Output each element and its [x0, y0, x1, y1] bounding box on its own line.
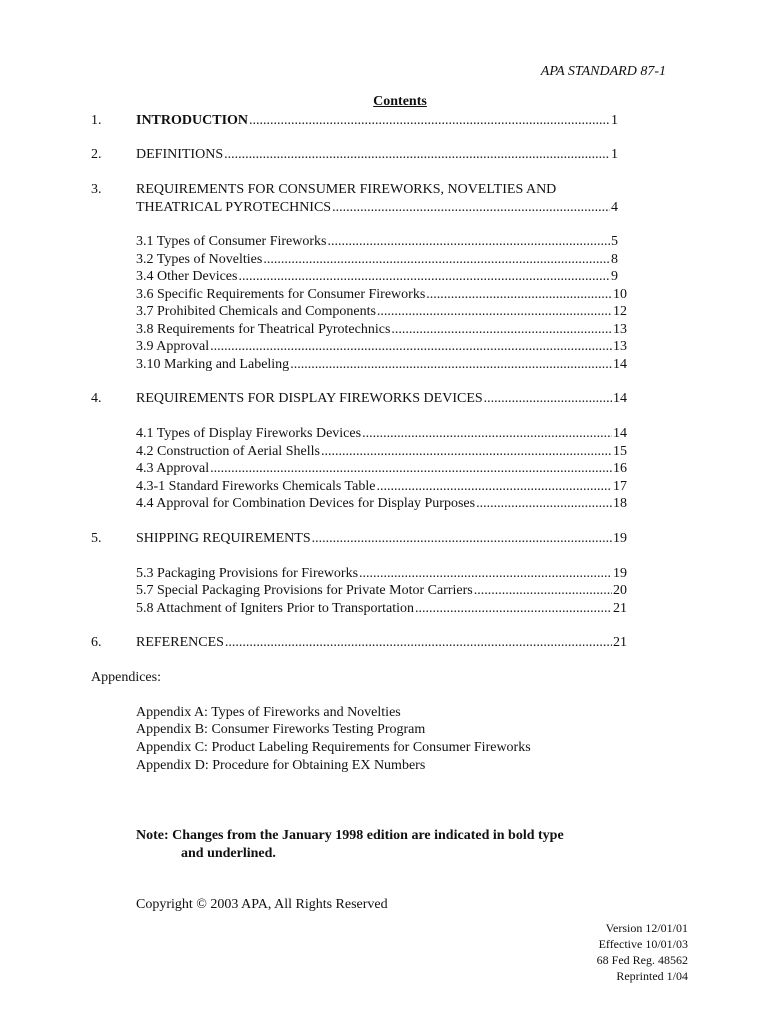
section-title: INTRODUCTION [136, 113, 249, 128]
toc-section-2 [0, 146, 770, 164]
section-title: REQUIREMENTS FOR DISPLAY FIREWORKS DEVICES [136, 391, 483, 406]
section-title: REFERENCES [136, 635, 224, 650]
leader-dots [327, 233, 610, 251]
leader-dots [376, 478, 612, 496]
leader-dots [210, 338, 612, 356]
edition-note [136, 827, 564, 863]
subsection-title: 4.3 Approval [136, 461, 210, 476]
toc-subsection [136, 233, 618, 251]
subsection-title: 4.4 Approval for Combination Devices for Display Purposes [136, 496, 476, 511]
page-number: 14 [613, 357, 627, 372]
page-number: 18 [613, 496, 627, 511]
leader-dots [312, 530, 612, 548]
toc-subsection [136, 443, 627, 461]
leader-dots [426, 286, 612, 304]
subsection-title: 3.6 Specific Requirements for Consumer Fireworks [136, 287, 426, 302]
toc-subsection [136, 425, 627, 443]
leader-dots [391, 321, 612, 339]
leader-dots [321, 443, 612, 461]
leader-dots [290, 356, 612, 374]
leader-dots [238, 268, 610, 286]
page-number: 21 [613, 635, 627, 650]
page-number: 21 [613, 601, 627, 616]
section-number: 3. [91, 182, 102, 197]
leader-dots [474, 582, 612, 600]
effective-line: Effective 10/01/03 [598, 937, 688, 951]
fed-reg-line: 68 Fed Reg. 48562 [596, 953, 688, 967]
page-number: 8 [611, 252, 618, 267]
version-line: Version 12/01/01 [605, 921, 688, 935]
appendix-item: Appendix C: Product Labeling Requirements for Consumer Fireworks [136, 740, 531, 755]
page-number: 17 [613, 479, 627, 494]
subsection-title: 4.3-1 Standard Fireworks Chemicals Table [136, 479, 376, 494]
section-number: 4. [91, 391, 102, 406]
leader-dots [415, 600, 612, 618]
subsection-title: 4.1 Types of Display Fireworks Devices [136, 426, 362, 441]
leader-dots [484, 390, 612, 408]
page-number: 19 [613, 566, 627, 581]
subsection-title: 5.7 Special Packaging Provisions for Private Motor Carriers [136, 583, 473, 598]
page-number: 20 [613, 583, 627, 598]
leader-dots [263, 251, 610, 269]
reprinted-line: Reprinted 1/04 [616, 969, 688, 983]
section-number: 2. [91, 147, 102, 162]
section-title: THEATRICAL PYROTECHNICS [136, 200, 332, 215]
page-number: 10 [613, 287, 627, 302]
toc-subsection [136, 478, 627, 496]
toc-subsection [136, 356, 627, 374]
subsection-title: 3.1 Types of Consumer Fireworks [136, 234, 327, 249]
subsection-title: 5.3 Packaging Provisions for Fireworks [136, 566, 359, 581]
page-number: 13 [613, 322, 627, 337]
page-number: 9 [611, 269, 618, 284]
page-number: 4 [611, 200, 618, 215]
subsection-title: 3.4 Other Devices [136, 269, 238, 284]
toc-section-4 [0, 390, 770, 408]
section-title: DEFINITIONS [136, 147, 224, 162]
subsection-title: 3.8 Requirements for Theatrical Pyrotechnics [136, 322, 391, 337]
section-number: 6. [91, 635, 102, 650]
subsection-title: 3.9 Approval [136, 339, 210, 354]
page-number: 12 [613, 304, 627, 319]
toc-section-3-line1 [0, 181, 770, 199]
section-title-line1: REQUIREMENTS FOR CONSUMER FIREWORKS, NOVELTIES AND [136, 182, 557, 197]
appendix-item: Appendix A: Types of Fireworks and Novelties [136, 705, 401, 720]
toc-subsection [136, 565, 627, 583]
contents-heading: Contents [373, 94, 427, 109]
toc-subsection [136, 460, 627, 478]
page-number: 1 [611, 113, 618, 128]
page-number: 15 [613, 444, 627, 459]
toc-subsection [136, 303, 627, 321]
page-number: 1 [611, 147, 618, 162]
toc-subsection [136, 338, 627, 356]
leader-dots [332, 199, 610, 217]
leader-dots [359, 565, 612, 583]
section-title: SHIPPING REQUIREMENTS [136, 531, 311, 546]
appendix-item: Appendix D: Procedure for Obtaining EX Numbers [136, 758, 426, 773]
leader-dots [224, 146, 610, 164]
toc-subsection [136, 268, 618, 286]
toc-subsection [136, 495, 627, 513]
version-info [597, 920, 688, 984]
page-number: 14 [613, 426, 627, 441]
subsection-title: 3.10 Marking and Labeling [136, 357, 290, 372]
appendix-item: Appendix B: Consumer Fireworks Testing Program [136, 722, 426, 737]
leader-dots [362, 425, 612, 443]
note-line-1: Note: Changes from the January 1998 edition are indicated in bold type [136, 828, 564, 843]
toc-section-6 [0, 634, 770, 652]
page-number: 5 [611, 234, 618, 249]
toc-subsection [136, 251, 618, 269]
toc-subsection [136, 600, 627, 618]
subsection-title: 3.7 Prohibited Chemicals and Components [136, 304, 376, 319]
appendices-heading: Appendices: [91, 670, 161, 685]
page-number: 14 [613, 391, 627, 406]
toc-section-5 [0, 530, 770, 548]
subsection-title: 3.2 Types of Novelties [136, 252, 263, 267]
document-standard-id: APA STANDARD 87-1 [540, 64, 666, 79]
toc-subsection [136, 321, 627, 339]
toc-section-1 [0, 112, 770, 130]
page-number: 16 [613, 461, 627, 476]
leader-dots [249, 112, 610, 130]
leader-dots [476, 495, 612, 513]
section-number: 1. [91, 113, 102, 128]
subsection-title: 5.8 Attachment of Igniters Prior to Transportation [136, 601, 415, 616]
page-number: 19 [613, 531, 627, 546]
toc-section-3 [0, 199, 770, 217]
toc-subsection [136, 582, 627, 600]
leader-dots [377, 303, 612, 321]
note-line-2: and underlined. [181, 846, 276, 861]
leader-dots [225, 634, 612, 652]
copyright-notice: Copyright © 2003 APA, All Rights Reserved [136, 897, 388, 912]
section-number: 5. [91, 531, 102, 546]
subsection-title: 4.2 Construction of Aerial Shells [136, 444, 320, 459]
leader-dots [210, 460, 612, 478]
toc-subsection [136, 286, 627, 304]
page-number: 13 [613, 339, 627, 354]
